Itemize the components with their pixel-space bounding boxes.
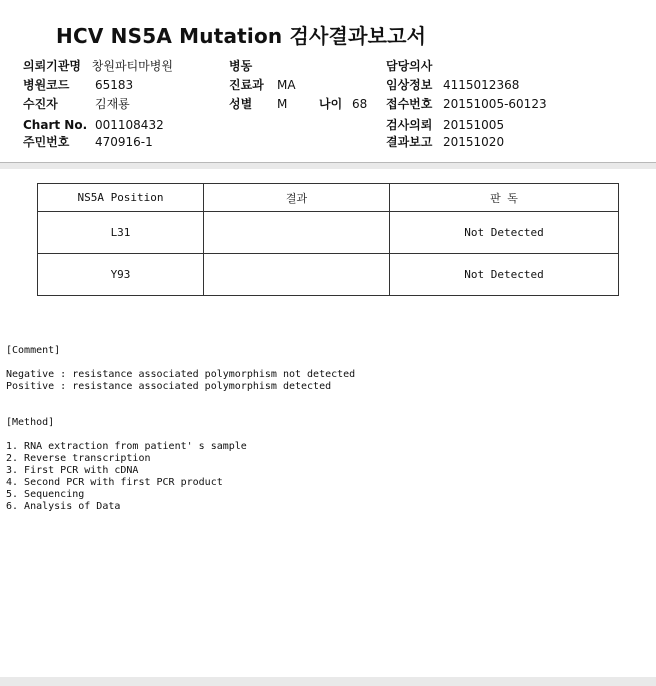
id-field bbox=[23, 135, 69, 149]
hosp-code-label: 병원코드 bbox=[23, 78, 70, 92]
clinical-label: 임상정보 bbox=[386, 78, 433, 92]
examinee-field bbox=[23, 97, 58, 111]
sex-field bbox=[229, 97, 252, 111]
report-body bbox=[0, 169, 656, 677]
clinical-value-field bbox=[443, 78, 519, 92]
chart-value-field bbox=[95, 118, 164, 132]
request-label: 검사의뢰 bbox=[386, 118, 433, 132]
comment-line: Positive : resistance associated polymorphism detected bbox=[6, 381, 332, 392]
examinee-label: 수진자 bbox=[23, 97, 58, 111]
org-label: 의뢰기관명 bbox=[23, 59, 81, 73]
row-interpretation: Not Detected bbox=[390, 254, 619, 296]
doctor-field bbox=[386, 59, 432, 73]
table-row bbox=[38, 254, 619, 296]
report-date-field bbox=[386, 135, 432, 149]
method-step: 2. Reverse transcription bbox=[6, 453, 151, 464]
dept-label: 진료과 bbox=[229, 78, 264, 92]
hosp-code-value: 65183 bbox=[95, 78, 134, 92]
header-position: NS5A Position bbox=[38, 184, 204, 212]
clinical-value: 4115012368 bbox=[443, 78, 520, 92]
report-value-field bbox=[443, 135, 504, 149]
age-label: 나이 bbox=[319, 97, 343, 111]
sex-value: M bbox=[277, 97, 288, 111]
sex-value-field bbox=[277, 97, 287, 111]
report-title: HCV NS5A Mutation 검사결과보고서 bbox=[56, 24, 427, 48]
ward-label: 병동 bbox=[229, 59, 253, 73]
org-field bbox=[23, 59, 173, 73]
org-value: 창원파티마병원 bbox=[91, 59, 173, 73]
receipt-field bbox=[386, 97, 432, 111]
request-value: 20151005 bbox=[443, 118, 505, 132]
hosp-code-value-field bbox=[95, 78, 133, 92]
method-step: 1. RNA extraction from patient' s sample bbox=[6, 441, 247, 452]
row-position: L31 bbox=[38, 212, 204, 254]
row-position: Y93 bbox=[38, 254, 204, 296]
examinee-value: 김재룡 bbox=[95, 97, 130, 111]
clinical-field bbox=[386, 78, 432, 92]
report-header bbox=[0, 0, 656, 163]
id-label: 주민번호 bbox=[23, 135, 70, 149]
method-step: 3. First PCR with cDNA bbox=[6, 465, 139, 476]
chart-label: Chart No. bbox=[23, 118, 88, 132]
receipt-label: 접수번호 bbox=[386, 97, 433, 111]
method-step: 4. Second PCR with first PCR product bbox=[6, 477, 223, 488]
method-step: 5. Sequencing bbox=[6, 489, 85, 500]
age-value-field bbox=[352, 97, 367, 111]
result-table bbox=[37, 183, 619, 296]
dept-value: MA bbox=[277, 78, 296, 92]
dept-value-field bbox=[277, 78, 296, 92]
ward-field bbox=[229, 59, 252, 73]
request-value-field bbox=[443, 118, 504, 132]
chart-value: 001108432 bbox=[95, 118, 164, 132]
table-header-row bbox=[38, 184, 619, 212]
comment-line: Negative : resistance associated polymorphism not detected bbox=[6, 369, 356, 380]
header-result: 결과 bbox=[204, 184, 390, 212]
table-row bbox=[38, 212, 619, 254]
receipt-value: 20151005-60123 bbox=[443, 97, 547, 111]
report-value: 20151020 bbox=[443, 135, 505, 149]
sex-label: 성별 bbox=[229, 97, 253, 111]
doctor-label: 담당의사 bbox=[386, 59, 433, 73]
age-value: 68 bbox=[352, 97, 368, 111]
method-heading: [Method] bbox=[6, 417, 55, 428]
row-interpretation: Not Detected bbox=[390, 212, 619, 254]
dept-field bbox=[229, 78, 264, 92]
request-field bbox=[386, 118, 432, 132]
header-interpretation: 판 독 bbox=[390, 184, 619, 212]
row-result bbox=[204, 212, 390, 254]
comment-heading: [Comment] bbox=[6, 345, 61, 356]
id-value: 470916-1 bbox=[95, 135, 153, 149]
method-step: 6. Analysis of Data bbox=[6, 501, 121, 512]
receipt-value-field bbox=[443, 97, 547, 111]
report-label: 결과보고 bbox=[386, 135, 433, 149]
age-field bbox=[319, 97, 342, 111]
chart-field bbox=[23, 118, 87, 132]
examinee-value-field bbox=[95, 97, 130, 111]
row-result bbox=[204, 254, 390, 296]
hosp-code-field bbox=[23, 78, 69, 92]
id-value-field bbox=[95, 135, 153, 149]
